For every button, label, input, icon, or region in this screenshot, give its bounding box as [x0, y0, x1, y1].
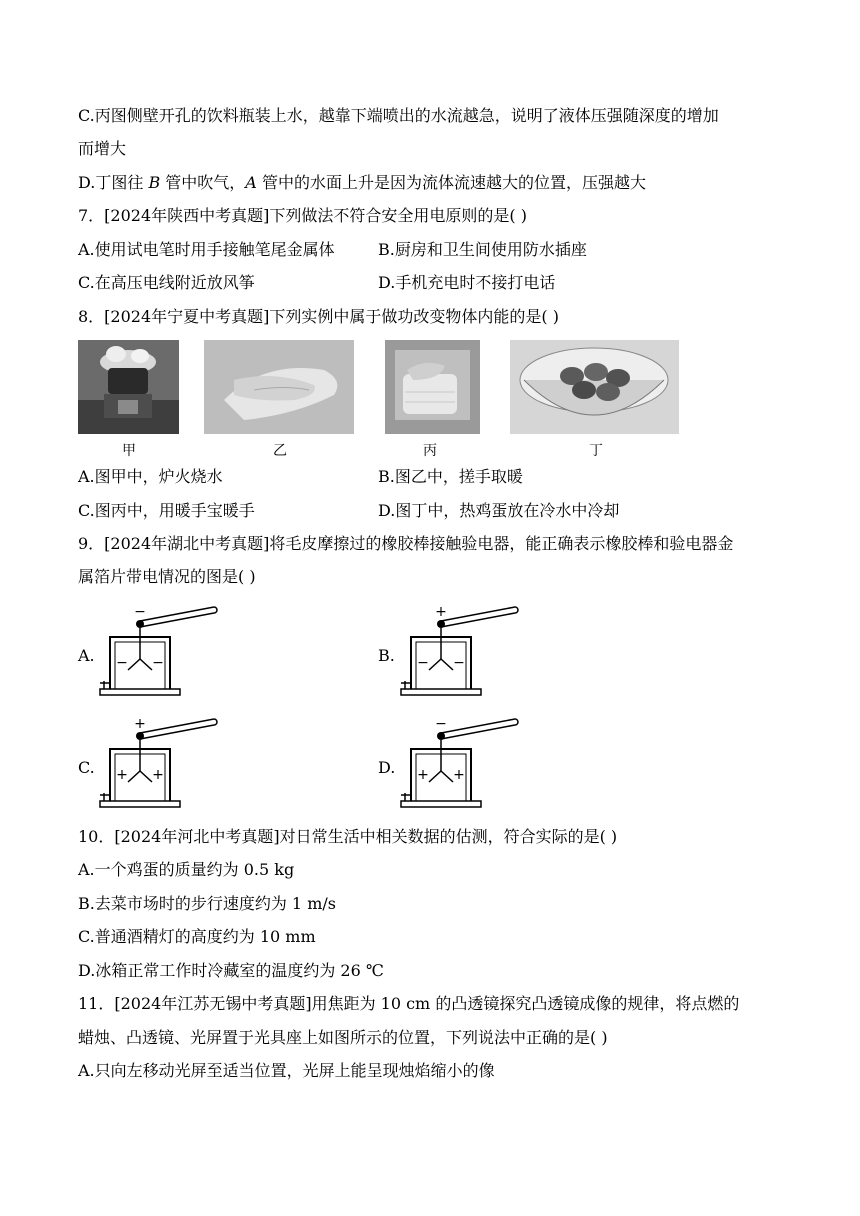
caption-ding: 丁 [589, 443, 603, 459]
q11-stem-line1: 11．[2024年江苏无锡中考真题]用焦距为 10 cm 的凸透镜探究凸透镜成像的规律，将点燃的 [78, 994, 740, 1013]
q10-stem: 10．[2024年河北中考真题]对日常生活中相关数据的估测，符合实际的是( ) [78, 827, 618, 846]
electroscope-d [397, 715, 527, 815]
q8-option-d: D.图丁中，热鸡蛋放在冷水中冷却 [378, 501, 620, 520]
q10-option-b: B.去菜市场时的步行速度约为 1 m/s [78, 894, 336, 913]
q6d-text-1: D.丁图往 [78, 173, 149, 192]
rod-charge-b: + [435, 604, 447, 620]
caption-bing: 丙 [423, 443, 437, 459]
q9-option-d-label: D. [378, 758, 396, 777]
q9-stem-line2: 属箔片带电情况的图是( ) [78, 567, 256, 586]
leaf-right-charge-a: − [152, 655, 164, 671]
photo-bing-hand-warmer [385, 340, 480, 434]
q8-stem: 8．[2024年宁夏中考真题]下列实例中属于做功改变物体内能的是( ) [78, 307, 559, 326]
q6d-text-2: 管中吹气， [160, 173, 246, 192]
q9-option-a-label: A. [78, 646, 95, 665]
q6d-text-3: 管中的水面上升是因为流体流速越大的位置，压强越大 [256, 173, 646, 192]
q6d-var-a: A [245, 173, 257, 192]
q7-stem: 7．[2024年陕西中考真题]下列做法不符合安全用电原则的是( ) [78, 206, 527, 225]
leaf-left-charge-b: − [417, 655, 429, 671]
rod-charge-a: − [134, 604, 146, 620]
leaf-right-charge-b: − [453, 655, 465, 671]
q7-option-a: A.使用试电笔时用手接触笔尾金属体 [78, 240, 335, 259]
q11-option-a: A.只向左移动光屏至适当位置，光屏上能呈现烛焰缩小的像 [78, 1061, 495, 1080]
q7-option-c: C.在高压电线附近放风筝 [78, 273, 255, 292]
q6-option-c-line2: 而增大 [78, 139, 127, 158]
q10-option-c: C.普通酒精灯的高度约为 10 mm [78, 927, 316, 946]
photo-jia-stove [78, 340, 179, 434]
q7-option-b: B.厨房和卫生间使用防水插座 [378, 240, 587, 259]
photo-ding-eggs-in-bowl [510, 340, 679, 434]
q7-option-d: D.手机充电时不接打电话 [378, 273, 556, 292]
q9-stem-line1: 9．[2024年湖北中考真题]将毛皮摩擦过的橡胶棒接触验电器，能正确表示橡胶棒和验电器金 [78, 534, 734, 553]
photo-yi-rubbing-hands [204, 340, 354, 434]
electroscope-a [96, 603, 226, 703]
caption-yi: 乙 [273, 443, 287, 459]
leaf-left-charge-a: − [116, 655, 128, 671]
leaf-left-charge-c: + [116, 767, 128, 783]
q8-option-a: A.图甲中，炉火烧水 [78, 467, 223, 486]
leaf-right-charge-d: + [453, 767, 465, 783]
electroscope-b [397, 603, 527, 703]
q8-option-c: C.图丙中，用暖手宝暖手 [78, 501, 255, 520]
caption-jia: 甲 [122, 443, 136, 459]
leaf-right-charge-c: + [152, 767, 164, 783]
q10-option-a: A.一个鸡蛋的质量约为 0.5 kg [78, 860, 295, 879]
q6-option-c-line1: C.丙图侧壁开孔的饮料瓶装上水，越靠下端喷出的水流越急，说明了液体压强随深度的增加 [78, 106, 719, 125]
q9-option-c-label: C. [78, 758, 95, 777]
q6-option-d [78, 172, 646, 194]
q6d-var-b: B [148, 173, 161, 192]
electroscope-c [96, 715, 226, 815]
rod-charge-d: − [435, 716, 447, 732]
q11-stem-line2: 蜡烛、凸透镜、光屏置于光具座上如图所示的位置，下列说法中正确的是( ) [78, 1028, 608, 1047]
q10-option-d: D.冰箱正常工作时冷藏室的温度约为 26 ℃ [78, 961, 384, 980]
q9-option-b-label: B. [378, 646, 395, 665]
q8-option-b: B.图乙中，搓手取暖 [378, 467, 523, 486]
leaf-left-charge-d: + [417, 767, 429, 783]
rod-charge-c: + [134, 716, 146, 732]
